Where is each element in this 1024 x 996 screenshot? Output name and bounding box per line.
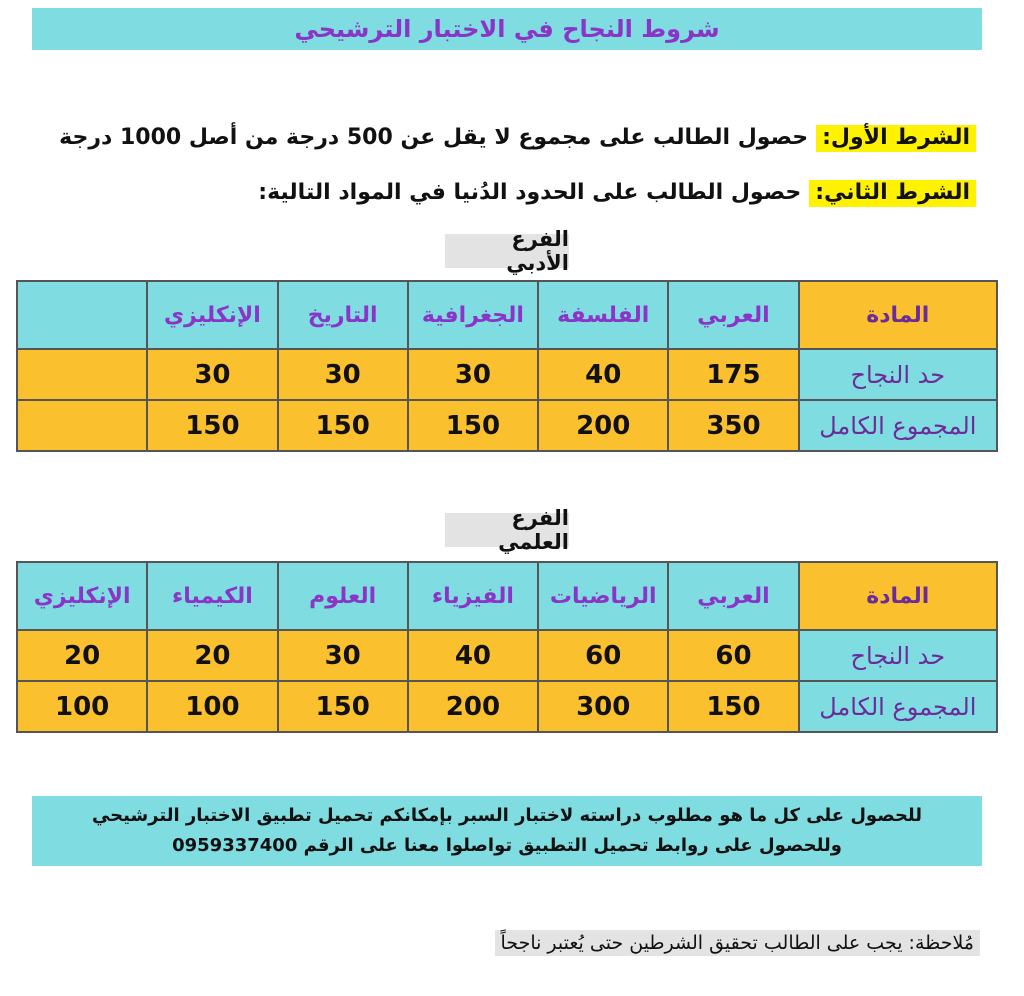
- page-title-text: شروط النجاح في الاختبار الترشيحي: [294, 15, 720, 43]
- total-value: 150: [668, 681, 798, 732]
- pass-value: 30: [147, 349, 277, 400]
- total-value: 150: [147, 400, 277, 451]
- table-row: [17, 681, 997, 732]
- pass-value: 60: [538, 630, 668, 681]
- total-value: 100: [147, 681, 277, 732]
- contact-line-1: للحصول على كل ما هو مطلوب دراسته لاختبار السبر بإمكانكم تحميل تطبيق الاختبار الترشيحي: [91, 805, 923, 826]
- scientific-table: [16, 561, 998, 733]
- pass-value: 20: [17, 630, 147, 681]
- subject-cell: العربي: [668, 281, 798, 349]
- subject-cell: الفيزياء: [408, 562, 538, 630]
- contact-line-2: وللحصول على روابط تحميل التطبيق تواصلوا معنا على الرقم 0959337400: [172, 835, 842, 856]
- note: مُلاحظة: يجب على الطالب تحقيق الشرطين حتى يُعتبر ناجحاً: [495, 930, 980, 956]
- pass-value: [17, 349, 147, 400]
- subject-cell: الفلسفة: [538, 281, 668, 349]
- pass-limit-label: حد النجاح: [799, 630, 997, 681]
- contact-box: [32, 796, 982, 866]
- total-value: 150: [278, 681, 408, 732]
- literary-table: [16, 280, 998, 452]
- scientific-branch-title: الفرع العلمي: [445, 513, 569, 547]
- total-value: 100: [17, 681, 147, 732]
- total-label: المجموع الكامل: [799, 400, 997, 451]
- literary-branch-title: الفرع الأدبي: [445, 234, 569, 268]
- total-label: المجموع الكامل: [799, 681, 997, 732]
- page-title: [32, 8, 982, 50]
- condition-first-text: حصول الطالب على مجموع لا يقل عن 500 درجة من أصل 1000 درجة: [59, 125, 809, 150]
- pass-value: 30: [278, 349, 408, 400]
- subject-cell: الرياضيات: [538, 562, 668, 630]
- pass-value: 30: [408, 349, 538, 400]
- subject-header-label: المادة: [799, 281, 997, 349]
- condition-second: [258, 180, 976, 205]
- table-row: [17, 630, 997, 681]
- pass-value: 40: [538, 349, 668, 400]
- subject-cell: الجغرافية: [408, 281, 538, 349]
- pass-value: 60: [668, 630, 798, 681]
- pass-value: 40: [408, 630, 538, 681]
- pass-value: 175: [668, 349, 798, 400]
- condition-second-text: حصول الطالب على الحدود الدُنيا في المواد التالية:: [258, 180, 802, 205]
- table-row: [17, 400, 997, 451]
- condition-first-label: الشرط الأول:: [816, 125, 976, 152]
- total-value: 150: [408, 400, 538, 451]
- subject-header-label: المادة: [799, 562, 997, 630]
- total-value: 150: [278, 400, 408, 451]
- total-value: 200: [408, 681, 538, 732]
- pass-limit-label: حد النجاح: [799, 349, 997, 400]
- subject-cell: الإنكليزي: [17, 562, 147, 630]
- subject-cell: [17, 281, 147, 349]
- condition-second-label: الشرط الثاني:: [809, 180, 976, 207]
- table-row: [17, 562, 997, 630]
- condition-first: [59, 125, 976, 150]
- total-value: 350: [668, 400, 798, 451]
- subject-cell: العلوم: [278, 562, 408, 630]
- subject-cell: العربي: [668, 562, 798, 630]
- table-row: [17, 281, 997, 349]
- table-row: [17, 349, 997, 400]
- subject-cell: الإنكليزي: [147, 281, 277, 349]
- total-value: 300: [538, 681, 668, 732]
- pass-value: 20: [147, 630, 277, 681]
- pass-value: 30: [278, 630, 408, 681]
- total-value: [17, 400, 147, 451]
- subject-cell: التاريخ: [278, 281, 408, 349]
- subject-cell: الكيمياء: [147, 562, 277, 630]
- total-value: 200: [538, 400, 668, 451]
